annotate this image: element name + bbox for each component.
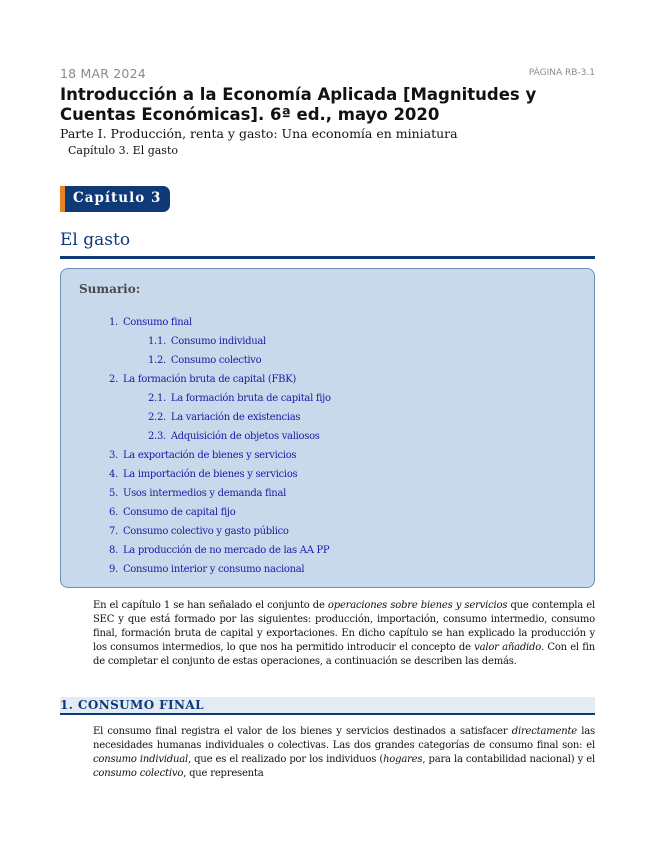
chapter-badge-accent	[60, 186, 65, 212]
toc-item[interactable]: 1.1. Consumo individual	[148, 336, 266, 347]
toc-item[interactable]: 2. La formación bruta de capital (FBK)	[109, 374, 296, 385]
chapter-badge	[60, 186, 170, 212]
toc-item[interactable]: 5. Usos intermedios y demanda final	[109, 488, 287, 499]
toc-item[interactable]: 9. Consumo interior y consumo nacional	[109, 564, 305, 575]
toc-item[interactable]: 1.2. Consumo colectivo	[148, 355, 262, 366]
toc-item[interactable]: 3. La exportación de bienes y servicios	[109, 450, 297, 461]
toc-item[interactable]: 2.1. La formación bruta de capital fijo	[148, 393, 331, 404]
toc-item[interactable]: 2.2. La variación de existencias	[148, 412, 301, 423]
toc-item[interactable]: 8. La producción de no mercado de las AA PP	[109, 545, 330, 556]
toc-item[interactable]: 6. Consumo de capital fijo	[109, 507, 236, 518]
toc-item[interactable]: 1. Consumo final	[109, 317, 192, 328]
page-number: PÁGINA RB-3.1	[528, 68, 595, 78]
intro-paragraph: En el capítulo 1 se han señalado el conjunto de operaciones sobre bienes y servicios que contempla el SEC y que está formado por las siguientes: producción, importación, consumo intermedio, consumo final, formación bruta de capital y exportaciones. En dicho capítulo se han explicado la producción y los consumos intermedios, lo que nos ha permitido introducir el concepto de valor añadido. Con el fin de completar el conjunto de estas operaciones, a continuación se describen las demás.	[93, 600, 595, 667]
chapter-title-rule	[60, 256, 595, 259]
toc-item[interactable]: 2.3. Adquisición de objetos valiosos	[148, 431, 320, 442]
summary-box	[60, 268, 595, 588]
section-heading	[60, 697, 595, 715]
header-date: 18 MAR 2024	[60, 66, 146, 81]
toc-item[interactable]: 4. La importación de bienes y servicios	[109, 469, 298, 480]
summary-title: Sumario:	[79, 282, 141, 296]
book-title: Introducción a la Economía Aplicada [Magnitudes y Cuentas Económicas]. 6ª ed., mayo 2020	[60, 85, 537, 124]
chapter-title: El gasto	[60, 230, 131, 250]
chapter-breadcrumb: Capítulo 3. El gasto	[68, 144, 178, 157]
part-title: Parte I. Producción, renta y gasto: Una economía en miniatura	[60, 126, 458, 141]
section-paragraph: El consumo final registra el valor de los bienes y servicios destinados a satisfacer directamente las necesidades humanas individuales o colectivas. Las dos grandes categorías de consumo final son: el consumo individual, que es el realizado por los individuos (hogares, para la contabilidad nacional) y el consumo colectivo, que representa	[93, 726, 595, 779]
chapter-badge-label: Capítulo 3	[73, 190, 162, 206]
toc-item[interactable]: 7. Consumo colectivo y gasto público	[109, 526, 289, 537]
section-heading-label: 1. CONSUMO FINAL	[60, 698, 204, 712]
